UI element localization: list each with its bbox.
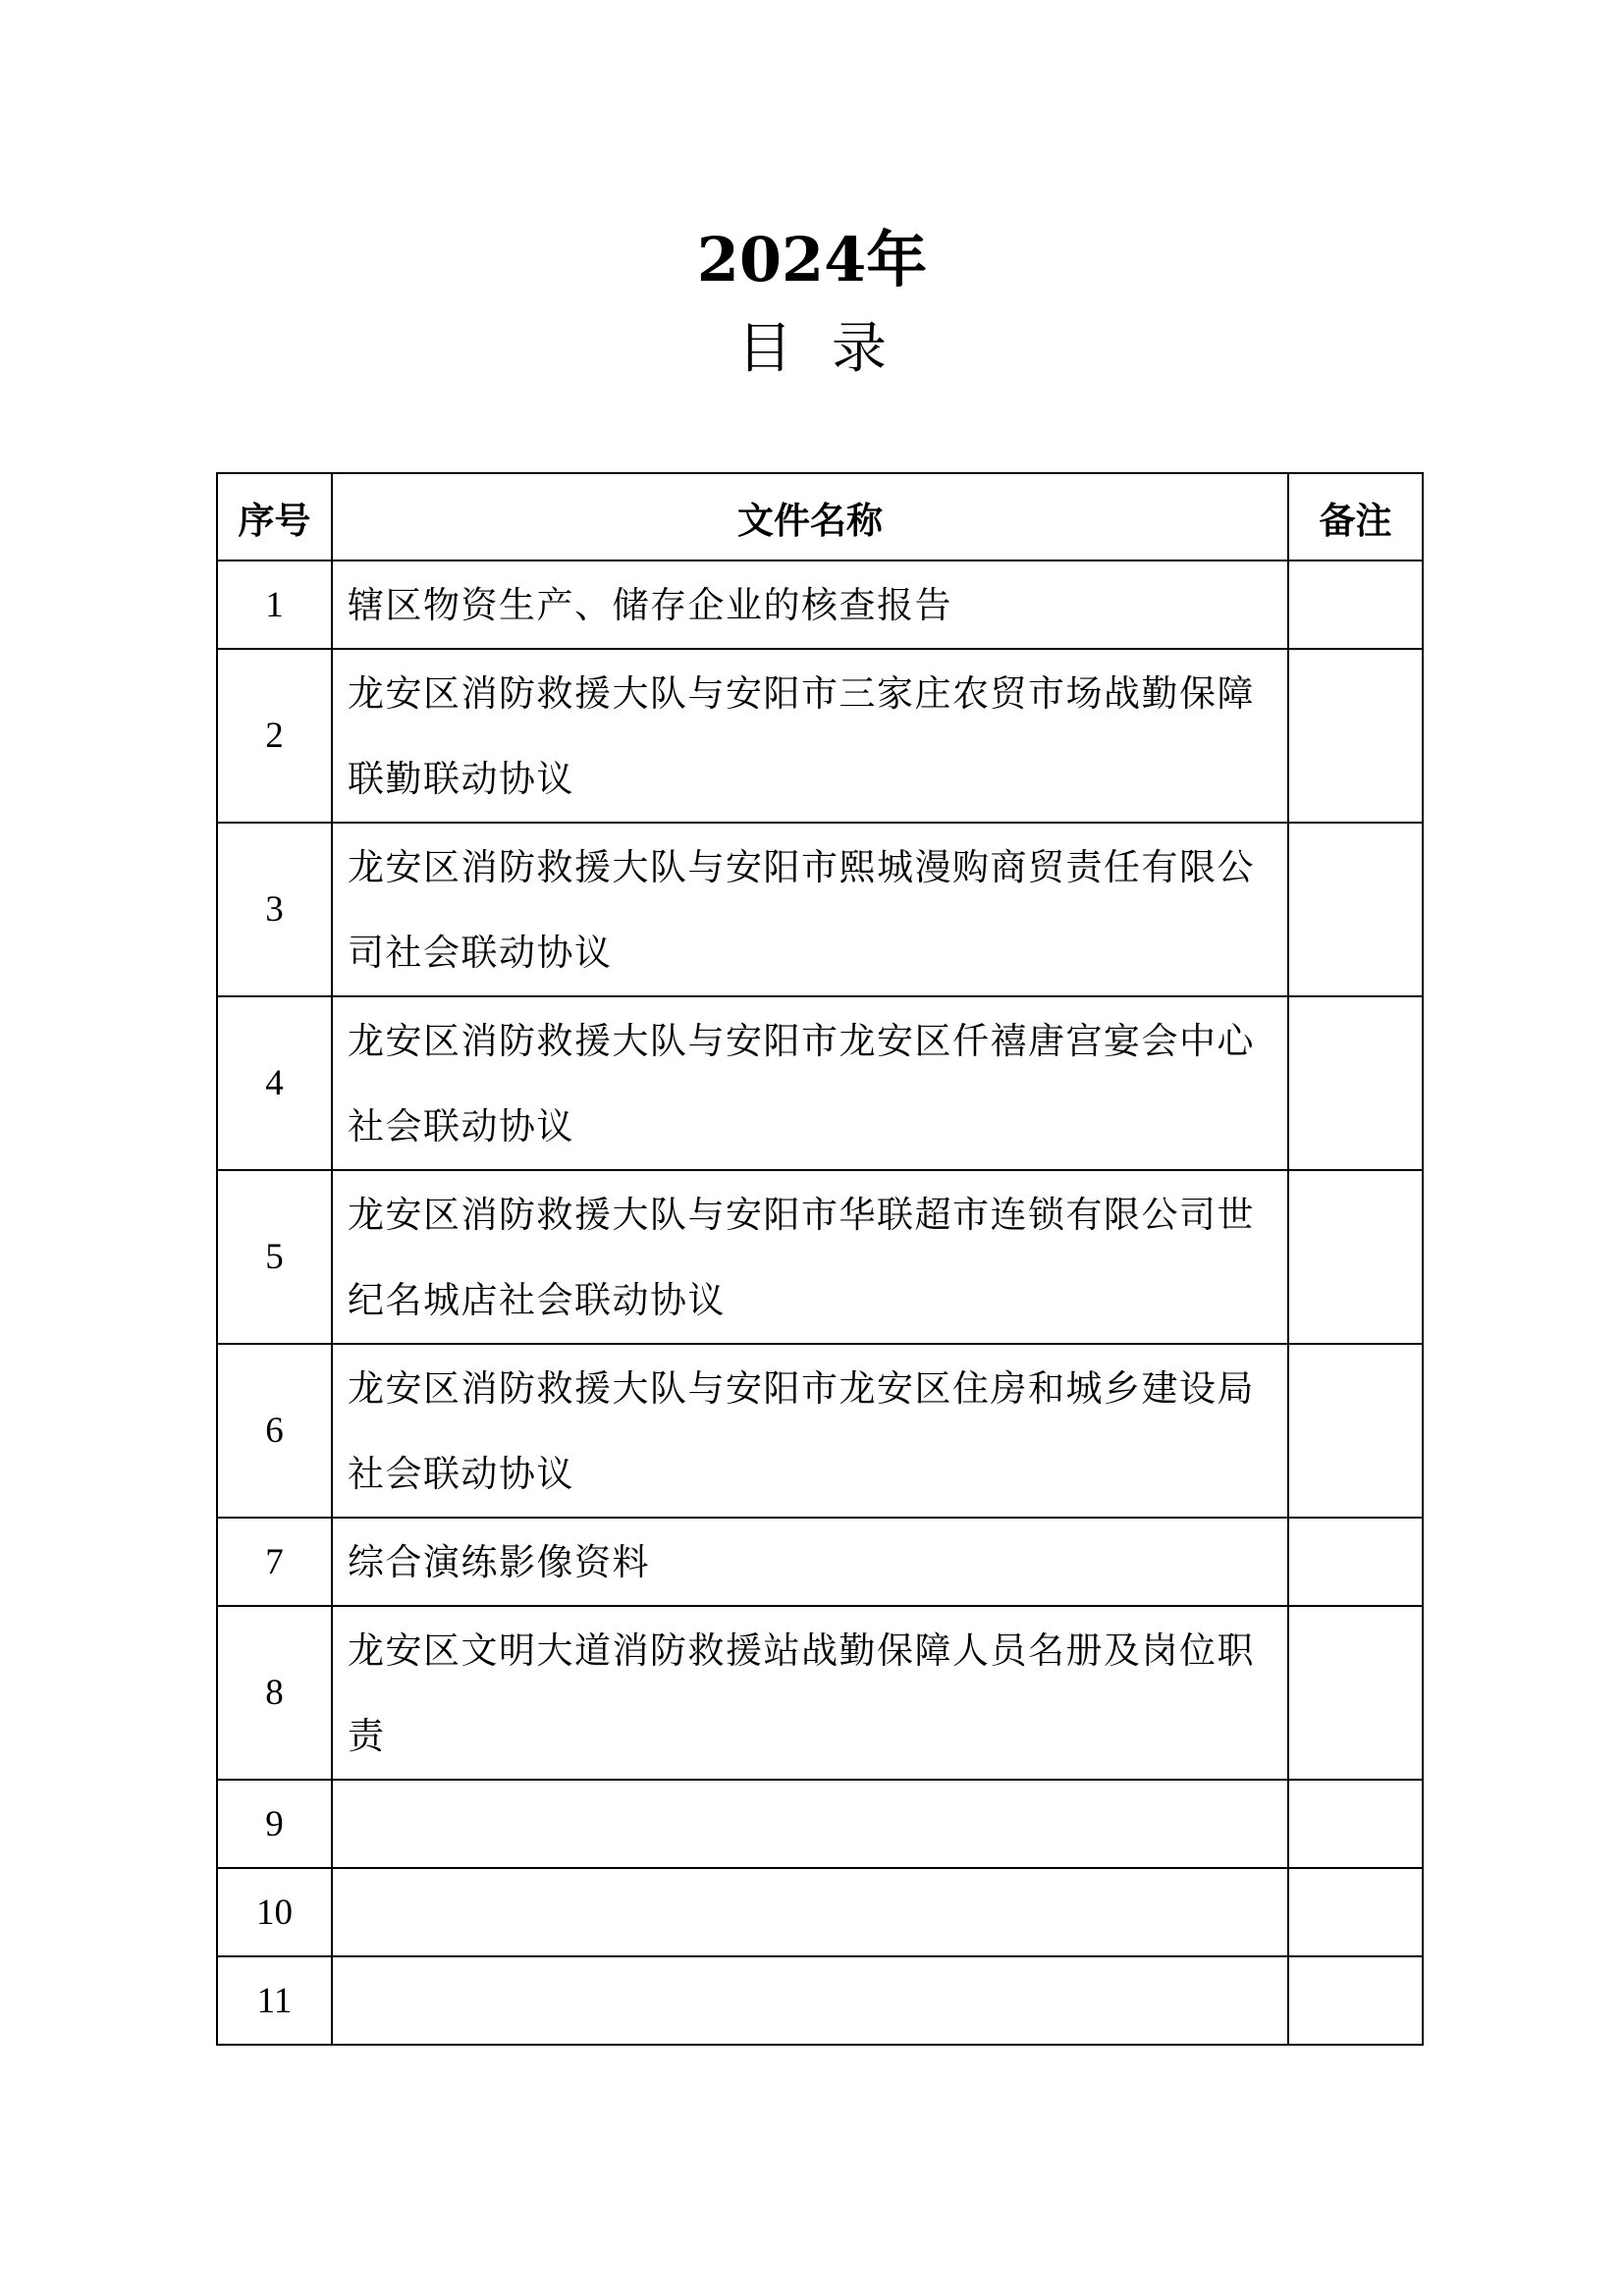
cell-name: 龙安区消防救援大队与安阳市熙城漫购商贸责任有限公司社会联动协议: [332, 823, 1288, 996]
table-row: [217, 649, 1423, 823]
cell-name: 龙安区消防救援大队与安阳市华联超市连锁有限公司世纪名城店社会联动协议: [332, 1170, 1288, 1344]
cell-num: 1: [217, 561, 332, 649]
cell-note: [1288, 1956, 1423, 2045]
header-num: 序号: [217, 473, 332, 561]
cell-note: [1288, 996, 1423, 1170]
cell-num: 10: [217, 1868, 332, 1956]
cell-note: [1288, 561, 1423, 649]
cell-note: [1288, 823, 1423, 996]
cell-num: 2: [217, 649, 332, 823]
cell-num: 3: [217, 823, 332, 996]
table-header-row: [217, 473, 1423, 561]
cell-note: [1288, 1518, 1423, 1606]
cell-name: 龙安区文明大道消防救援站战勤保障人员名册及岗位职责: [332, 1606, 1288, 1780]
cell-note: [1288, 1780, 1423, 1868]
table-row: [217, 1868, 1423, 1956]
cell-name: [332, 1868, 1288, 1956]
cell-num: 7: [217, 1518, 332, 1606]
cell-name: [332, 1956, 1288, 2045]
cell-name: [332, 1780, 1288, 1868]
cell-note: [1288, 649, 1423, 823]
table-row: [217, 1956, 1423, 2045]
header-name: 文件名称: [332, 473, 1288, 561]
cell-name: 龙安区消防救援大队与安阳市龙安区仟禧唐宫宴会中心社会联动协议: [332, 996, 1288, 1170]
table-row: [217, 1780, 1423, 1868]
header-note: 备注: [1288, 473, 1423, 561]
cell-num: 5: [217, 1170, 332, 1344]
cell-name: 龙安区消防救援大队与安阳市龙安区住房和城乡建设局社会联动协议: [332, 1344, 1288, 1518]
cell-num: 11: [217, 1956, 332, 2045]
document-year-title: 2024年: [696, 224, 928, 295]
contents-table: [216, 472, 1424, 2046]
cell-num: 6: [217, 1344, 332, 1518]
cell-note: [1288, 1344, 1423, 1518]
cell-num: 4: [217, 996, 332, 1170]
table-row: [217, 1170, 1423, 1344]
cell-note: [1288, 1606, 1423, 1780]
cell-name: 辖区物资生产、储存企业的核查报告: [332, 561, 1288, 649]
cell-num: 9: [217, 1780, 332, 1868]
table-row: [217, 1606, 1423, 1780]
cell-note: [1288, 1170, 1423, 1344]
table-row: [217, 1344, 1423, 1518]
cell-note: [1288, 1868, 1423, 1956]
cell-name: 龙安区消防救援大队与安阳市三家庄农贸市场战勤保障联勤联动协议: [332, 649, 1288, 823]
table-row: [217, 561, 1423, 649]
cell-num: 8: [217, 1606, 332, 1780]
table-row: [217, 823, 1423, 996]
cell-name: 综合演练影像资料: [332, 1518, 1288, 1606]
table-row: [217, 996, 1423, 1170]
table-row: [217, 1518, 1423, 1606]
document-heading: 目录: [737, 317, 926, 381]
